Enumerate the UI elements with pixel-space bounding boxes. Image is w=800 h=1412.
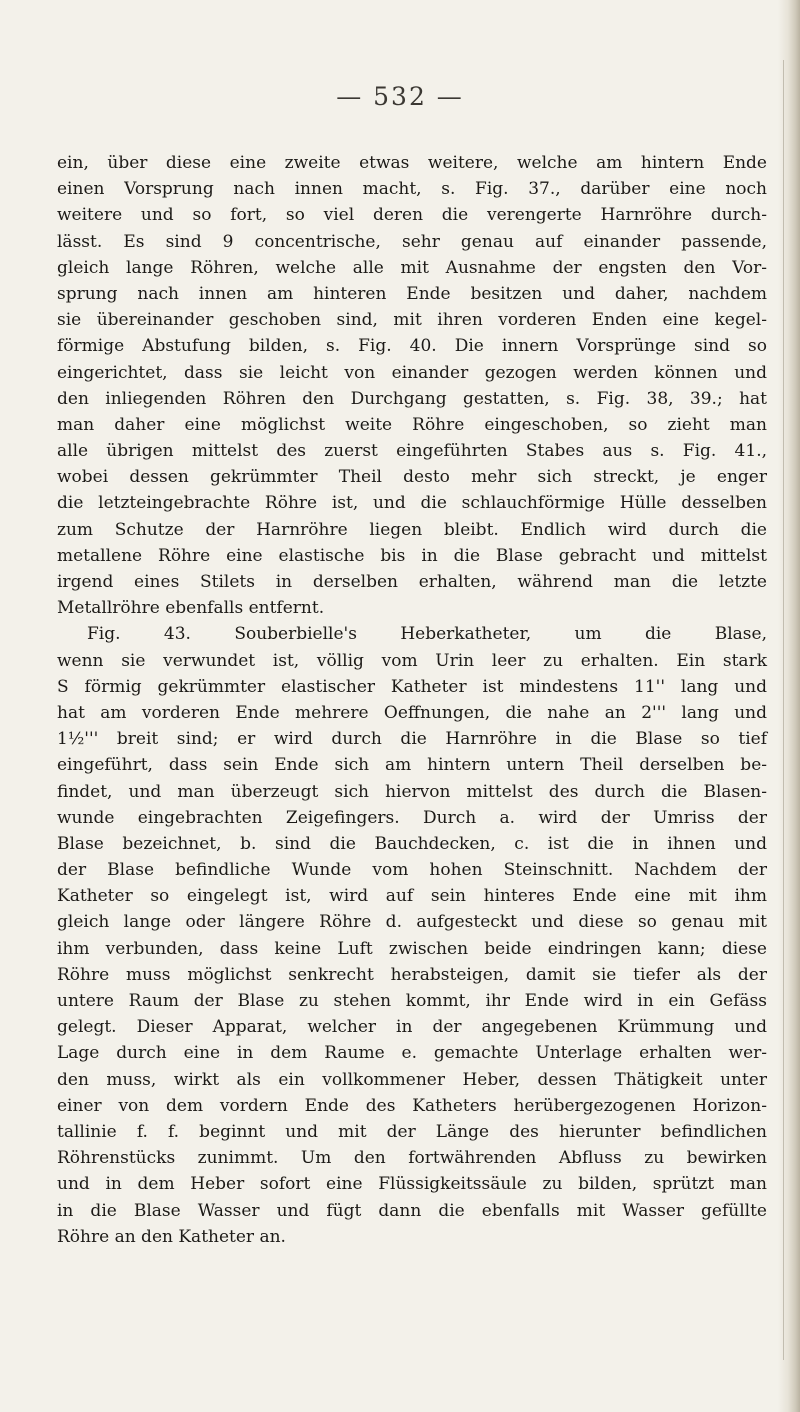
text-line: sprung nach innen am hinteren Ende besitzen und daher, nachdem [57,283,767,304]
text-line: die letzteingebrachte Röhre ist, und die schlauchförmige Hülle desselben [57,493,767,514]
text-line: man daher eine möglichst weite Röhre eingeschoben, so zieht man [57,414,767,435]
text-line: Lage durch eine in dem Raume e. gemachte Unterlage erhalten wer- [57,1043,767,1064]
text-line: einen Vorsprung nach innen macht, s. Fig. 37., darüber eine noch [57,179,767,200]
text-line: untere Raum der Blase zu stehen kommt, ihr Ende wird in ein Gefäss [57,991,767,1011]
text-line: eingerichtet, dass sie leicht von einander gezogen werden können und [57,362,767,383]
page-edge-shadow [778,0,800,1412]
text-line: wenn sie verwundet ist, völlig vom Urin leer zu erhalten. Ein stark [57,650,767,671]
text-line: eingeführt, dass sein Ende sich am hintern untern Theil derselben be- [57,755,767,776]
text-line: wunde eingebrachten Zeigefingers. Durch a. wird der Umriss der [57,807,767,828]
text-line: weitere und so fort, so viel deren die verengerte Harnröhre durch- [57,205,767,226]
text-line: tallinie f. f. beginnt und mit der Länge des hierunter befindlichen [57,1121,767,1142]
text-line: förmige Abstufung bilden, s. Fig. 40. Die innern Vorsprünge sind so [57,336,767,357]
page-number [0,82,800,111]
text-line: metallene Röhre eine elastische bis in die Blase gebracht und mittelst [57,545,767,566]
text-line: ihm verbunden, dass keine Luft zwischen beide eindringen kann; diese [57,938,767,959]
text-line: Metallröhre ebenfalls entfernt. [57,598,325,619]
text-line: ein, über diese eine zweite etwas weitere, welche am hintern Ende [57,153,767,173]
text-line: wobei dessen gekrümmter Theil desto mehr sich streckt, je enger [57,467,767,488]
text-line: lässt. Es sind 9 concentrische, sehr genau auf einander passende, [57,231,767,252]
text-line: der Blase befindliche Wunde vom hohen Steinschnitt. Nachdem der [57,860,767,881]
text-line: einer von dem vordern Ende des Katheters herübergezogenen Horizon- [57,1095,767,1116]
text-line: und in dem Heber sofort eine Flüssigkeitssäule zu bilden, sprützt man [57,1174,767,1195]
text-line: Röhre muss möglichst senkrecht herabsteigen, damit sie tiefer als der [57,964,767,985]
text-line: in die Blase Wasser und fügt dann die ebenfalls mit Wasser gefüllte [57,1200,767,1221]
text-line: Blase bezeichnet, b. sind die Bauchdecken, c. ist die in ihnen und [57,833,767,854]
text-line: sie übereinander geschoben sind, mit ihren vorderen Enden eine kegel- [57,310,767,331]
text-line: irgend eines Stilets in derselben erhalten, während man die letzte [57,572,767,592]
text-line: gleich lange Röhren, welche alle mit Ausnahme der engsten den Vor- [57,257,767,278]
text-line: gleich lange oder längere Röhre d. aufgesteckt und diese so genau mit [57,912,767,933]
text-line: gelegt. Dieser Apparat, welcher in der angegebenen Krümmung und [57,1017,767,1038]
text-line: Katheter so eingelegt ist, wird auf sein hinteres Ende eine mit ihm [57,886,767,907]
page-edge-line [783,60,784,1360]
text-line: findet, und man überzeugt sich hiervon mittelst des durch die Blasen- [57,781,767,802]
text-line: alle übrigen mittelst des zuerst eingeführten Stabes aus s. Fig. 41., [57,441,767,462]
text-line: S förmig gekrümmter elastischer Katheter ist mindestens 11'' lang und [57,676,767,697]
text-line: den inliegenden Röhren den Durchgang gestatten, s. Fig. 38, 39.; hat [57,388,767,409]
body-text [57,150,767,1250]
text-line: 1½''' breit sind; er wird durch die Harnröhre in die Blase so tief [57,729,767,750]
text-line: Fig. 43. Souberbielle's Heberkatheter, um die Blase, [87,624,767,645]
page-number-text: — 532 — [336,82,464,111]
text-line: den muss, wirkt als ein vollkommener Heber, dessen Thätigkeit unter [57,1069,767,1090]
text-line: hat am vorderen Ende mehrere Oeffnungen, die nahe an 2''' lang und [57,702,767,723]
text-line: Röhre an den Katheter an. [57,1226,286,1247]
text-line: Röhrenstücks zunimmt. Um den fortwährenden Abfluss zu bewirken [57,1148,767,1169]
text-line: zum Schutze der Harnröhre liegen bleibt. Endlich wird durch die [57,519,767,540]
